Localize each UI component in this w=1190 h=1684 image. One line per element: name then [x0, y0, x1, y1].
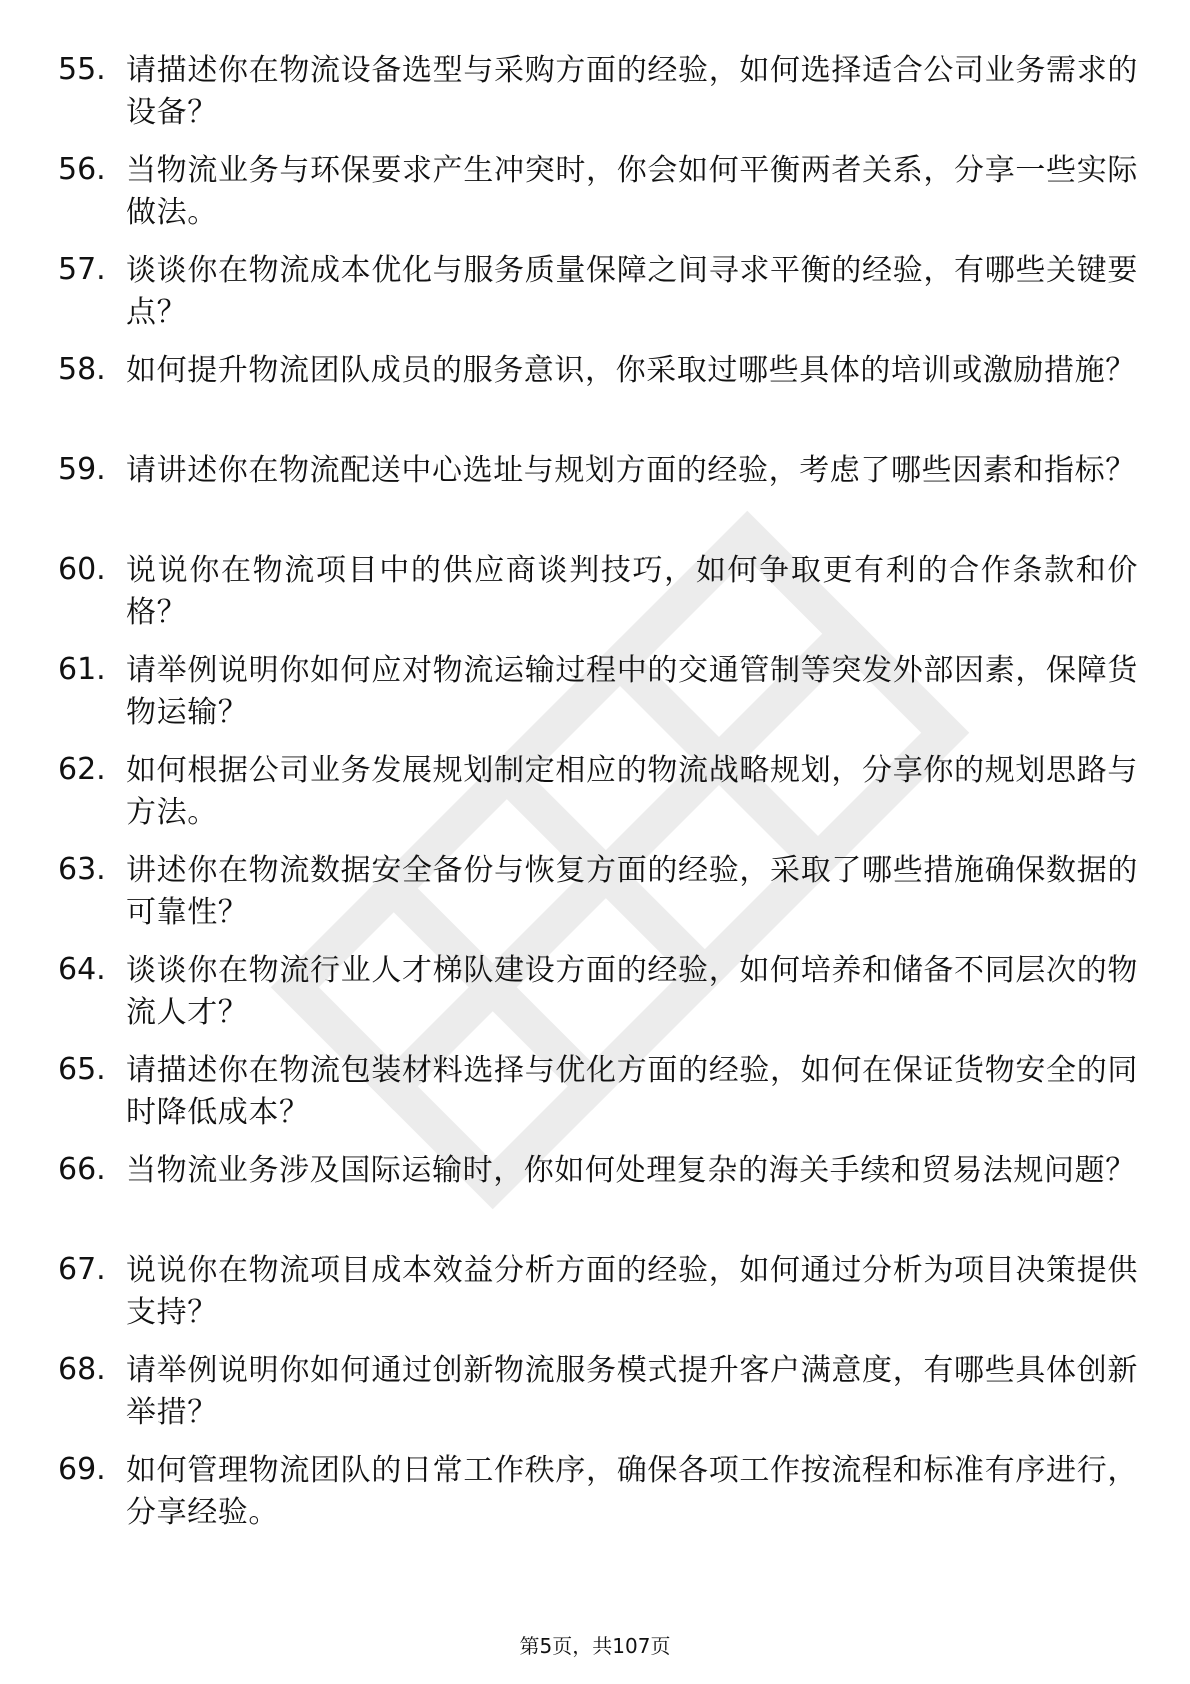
question-text: 如何管理物流团队的日常工作秩序，确保各项工作按流程和标准有序进行，分享经验。	[126, 1453, 1138, 1530]
question-item	[58, 650, 1138, 750]
question-number: 69.	[58, 1452, 106, 1487]
question-text: 当物流业务涉及国际运输时，你如何处理复杂的海关手续和贸易法规问题？	[126, 1153, 1136, 1188]
question-item	[58, 150, 1138, 250]
question-number: 55.	[58, 52, 106, 87]
page-number-label: 第5页，共107页	[519, 1634, 671, 1658]
question-item	[58, 350, 1138, 450]
question-list	[58, 50, 1138, 1550]
question-item	[58, 50, 1138, 150]
question-item	[58, 1150, 1138, 1250]
question-number: 56.	[58, 152, 106, 187]
question-item	[58, 250, 1138, 350]
question-number: 59.	[58, 452, 106, 487]
question-item	[58, 950, 1138, 1050]
question-text: 谈谈你在物流成本优化与服务质量保障之间寻求平衡的经验，有哪些关键要点？	[126, 253, 1138, 330]
question-text: 讲述你在物流数据安全备份与恢复方面的经验，采取了哪些措施确保数据的可靠性？	[126, 853, 1138, 930]
question-number: 58.	[58, 352, 106, 387]
question-item	[58, 550, 1138, 650]
question-item	[58, 1450, 1138, 1550]
question-text: 说说你在物流项目中的供应商谈判技巧，如何争取更有利的合作条款和价格？	[126, 553, 1138, 630]
question-item	[58, 1050, 1138, 1150]
question-number: 64.	[58, 952, 106, 987]
question-number: 66.	[58, 1152, 106, 1187]
page-footer	[0, 1630, 1190, 1659]
question-number: 65.	[58, 1052, 106, 1087]
question-item	[58, 850, 1138, 950]
question-number: 61.	[58, 652, 106, 687]
question-text: 如何提升物流团队成员的服务意识，你采取过哪些具体的培训或激励措施？	[126, 353, 1136, 388]
question-number: 62.	[58, 752, 106, 787]
question-text: 说说你在物流项目成本效益分析方面的经验，如何通过分析为项目决策提供支持？	[126, 1253, 1138, 1330]
question-item	[58, 750, 1138, 850]
question-item	[58, 1250, 1138, 1350]
question-text: 请描述你在物流包装材料选择与优化方面的经验，如何在保证货物安全的同时降低成本？	[126, 1053, 1138, 1130]
question-text: 当物流业务与环保要求产生冲突时，你会如何平衡两者关系，分享一些实际做法。	[126, 153, 1138, 230]
question-text: 如何根据公司业务发展规划制定相应的物流战略规划，分享你的规划思路与方法。	[126, 753, 1138, 830]
question-number: 60.	[58, 552, 106, 587]
question-number: 57.	[58, 252, 106, 287]
question-text: 请描述你在物流设备选型与采购方面的经验，如何选择适合公司业务需求的设备？	[126, 53, 1138, 130]
question-item	[58, 1350, 1138, 1450]
question-number: 67.	[58, 1252, 106, 1287]
question-item	[58, 450, 1138, 550]
question-text: 请讲述你在物流配送中心选址与规划方面的经验，考虑了哪些因素和指标？	[126, 453, 1136, 488]
question-number: 63.	[58, 852, 106, 887]
question-text: 谈谈你在物流行业人才梯队建设方面的经验，如何培养和储备不同层次的物流人才？	[126, 953, 1138, 1030]
question-number: 68.	[58, 1352, 106, 1387]
question-text: 请举例说明你如何通过创新物流服务模式提升客户满意度，有哪些具体创新举措？	[126, 1353, 1138, 1430]
question-text: 请举例说明你如何应对物流运输过程中的交通管制等突发外部因素，保障货物运输？	[126, 653, 1138, 730]
